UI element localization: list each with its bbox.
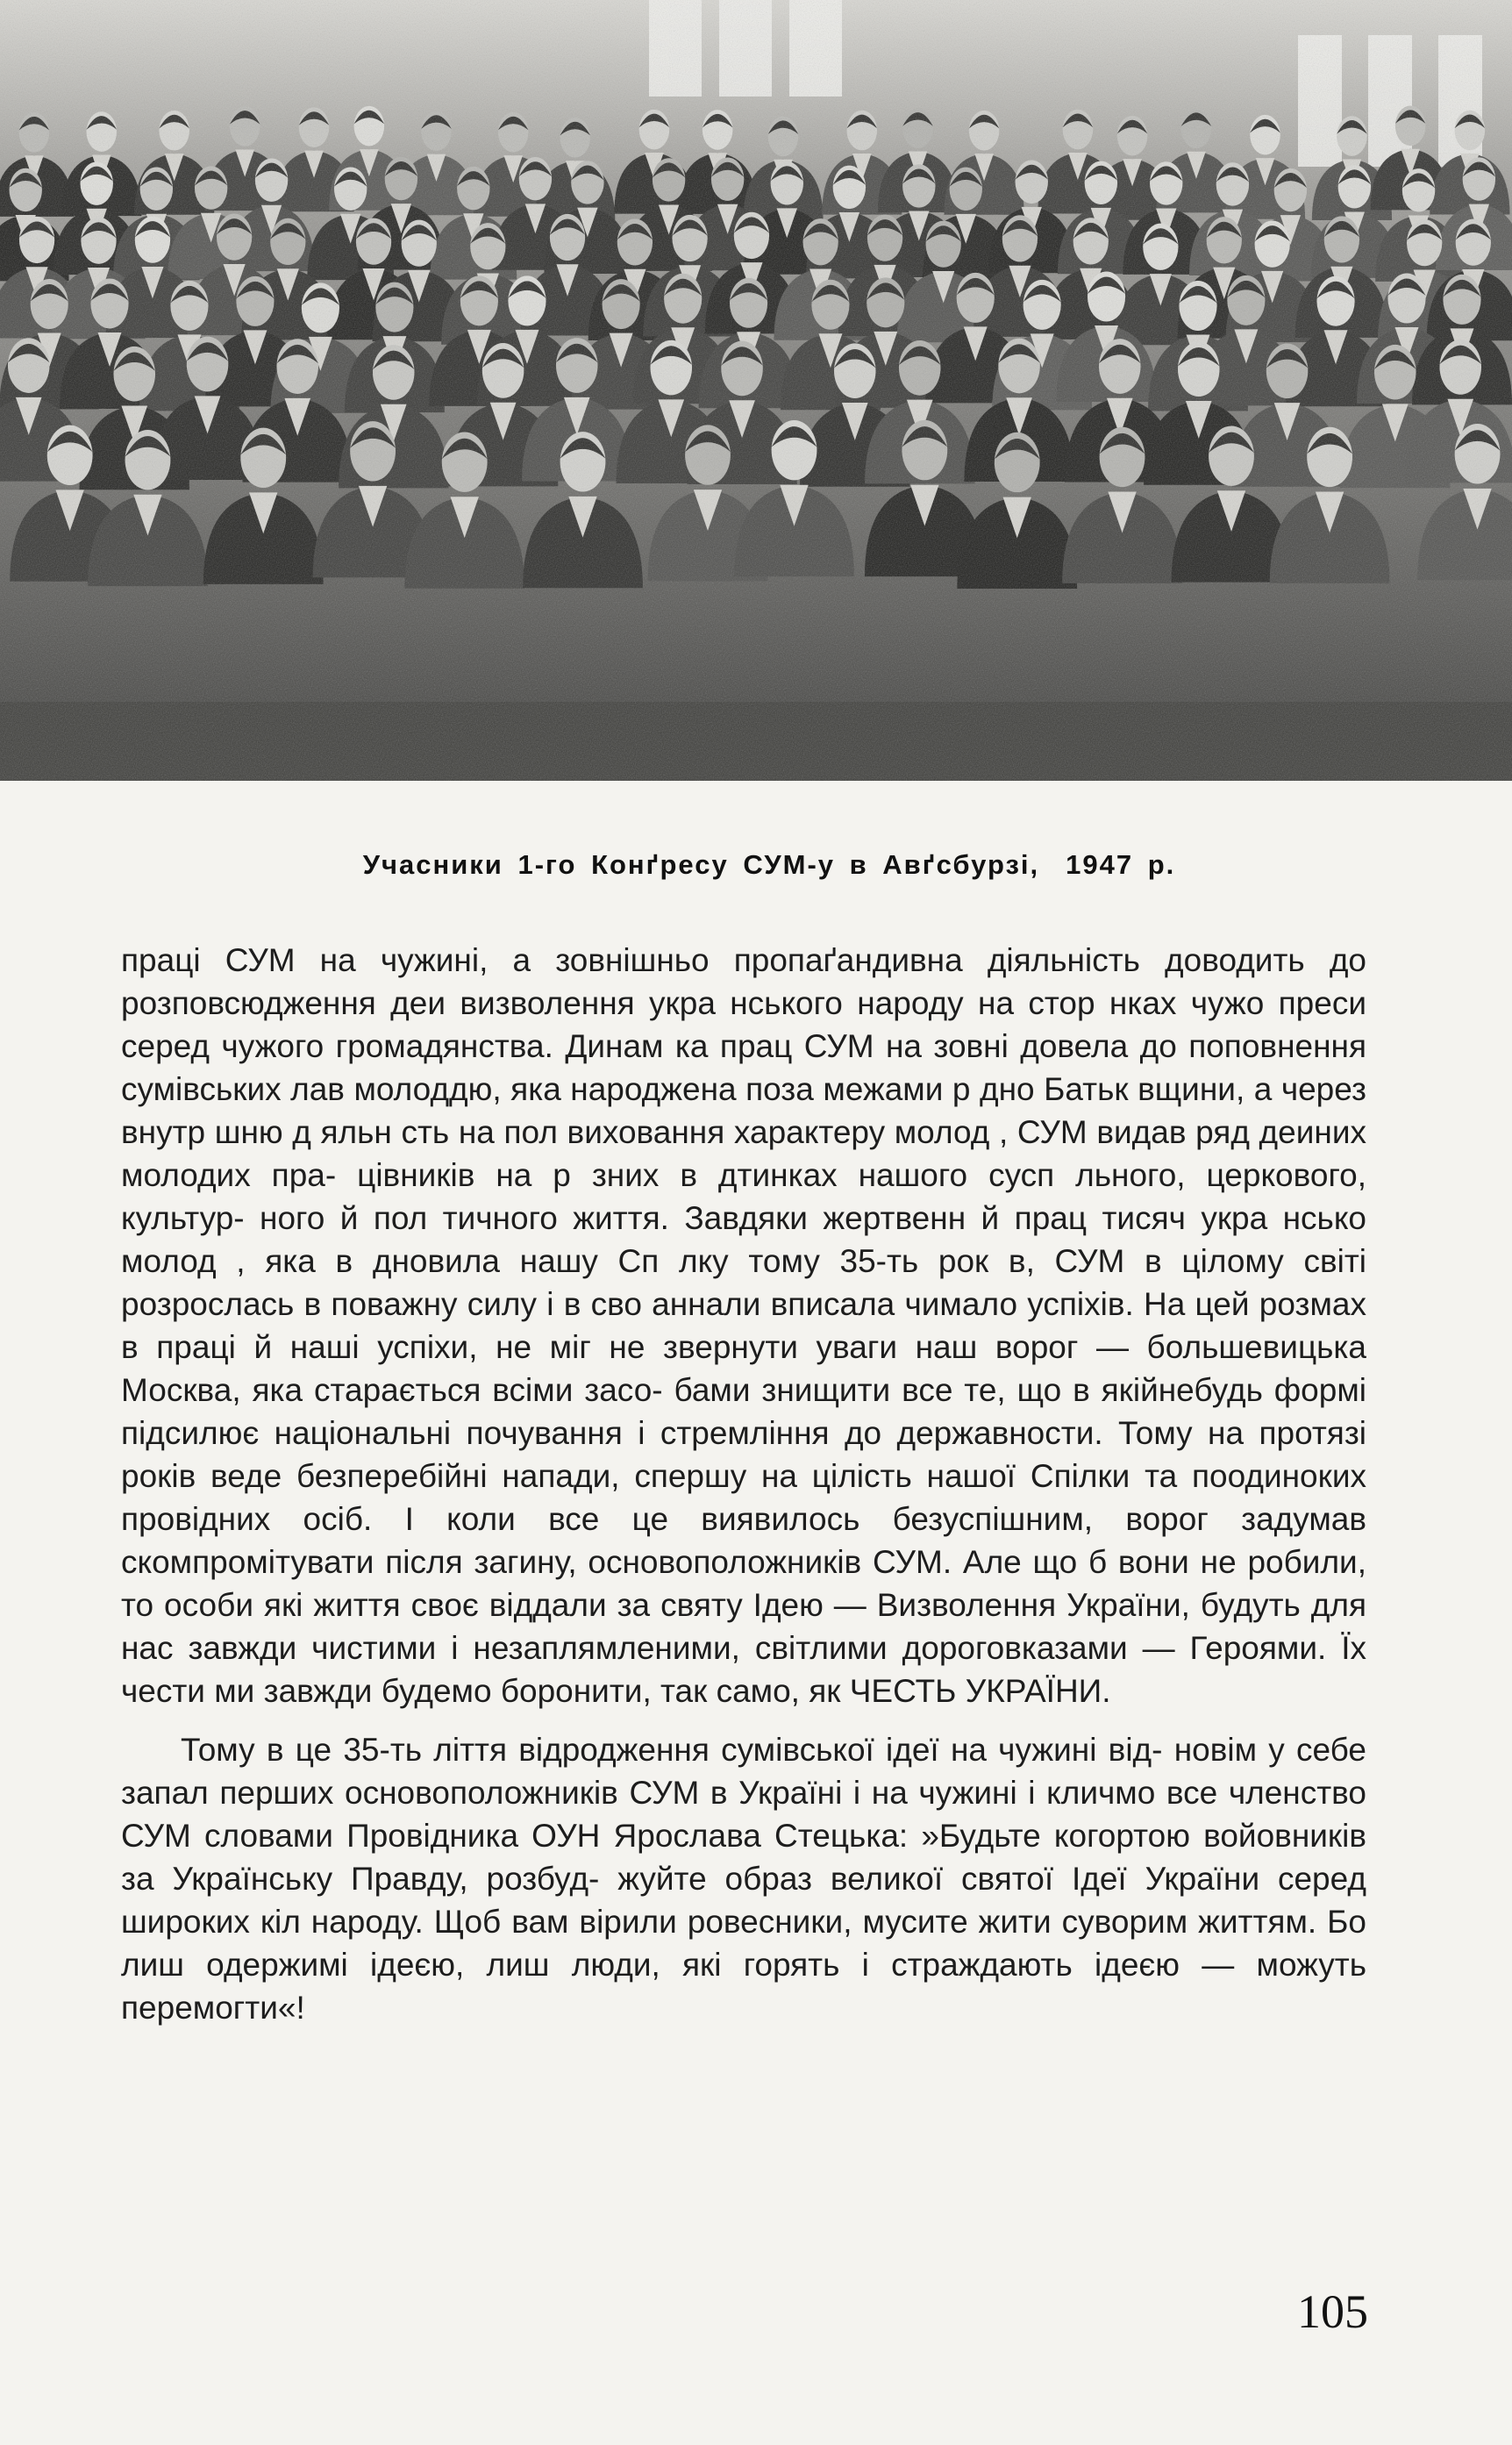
paragraph: Тому в це 35-ть ліття відродження сумівської ідеї на чужині від- новім у себе запал перших основоположників СУМ в Україні і на чужині і кличмо все членство СУМ словами Провідника ОУН Ярослава Стецька: »Будьте когортою войовників за Українську Правду, розбуд- жуйте образ великої святої Ідеї України серед широких кіл народу. Щоб вам вірили ровесники, мусите жити суворим життям. Бо лиш одержимі ідеєю, лиш люди, які горять і страждають ідеєю — можуть перемогти«! <box>121 1732 1366 2026</box>
group-photograph <box>0 0 1512 781</box>
caption-title: Учасники 1-го Конґресу СУМ-у в Авґсбурзі, <box>362 849 1040 880</box>
photograph-image <box>0 0 1512 781</box>
paragraph: праці СУМ на чужині, а зовнішньо пропаґандивна діяльність доводить до розповсюдження деи визволення укра нського народу на стор нках чужо преси серед чужого громадянства. Динам ка прац СУМ на зовні довела до поповнення сумівських лав молоддю, яка народжена поза межами р дно Батьк вщини, а через внутр шню д яльн сть на пол виховання характеру молод , СУМ видав ряд деиних молодих пра- цівників на р зних в дтинках нашого сусп льного, церкового, культур- ного й пол тичного життя. Завдяки жертвенн й прац тисяч укра нсько молод , яка в дновила нашу Сп лку тому 35-ть рок в, СУМ в цілому світі розрослась в поважну силу і в сво аннали вписала чимало успіхів. На цей розмах в праці й наші успіхи, не міг не звернути уваги наш ворог — большевицька Москва, яка старається всіми засо- бами знищити все те, що в якійнебудь формі підсилює національні почування і стремління до державности. Тому на протязі років веде безперебійні напади, спершу на цілість нашої Спілки та поодиноких провідних осіб. І коли все це виявилось безуспішним, ворог задумав скомпромітувати після загину, основоположників СУМ. Але що б вони не робили, то особи які життя своє віддали за святу Ідею — Визволення України, будуть для нас завжди чистими і незаплямленими, світлими дороговказами — Героями. Їх чести ми завжди будемо боронити, так само, як ЧЕСТЬ УКРАЇНИ. <box>121 942 1366 1709</box>
caption-year: 1947 р. <box>1066 849 1176 880</box>
body-text <box>121 939 1366 2029</box>
photo-caption <box>0 849 1512 881</box>
page-number: 105 <box>1297 2285 1368 2338</box>
